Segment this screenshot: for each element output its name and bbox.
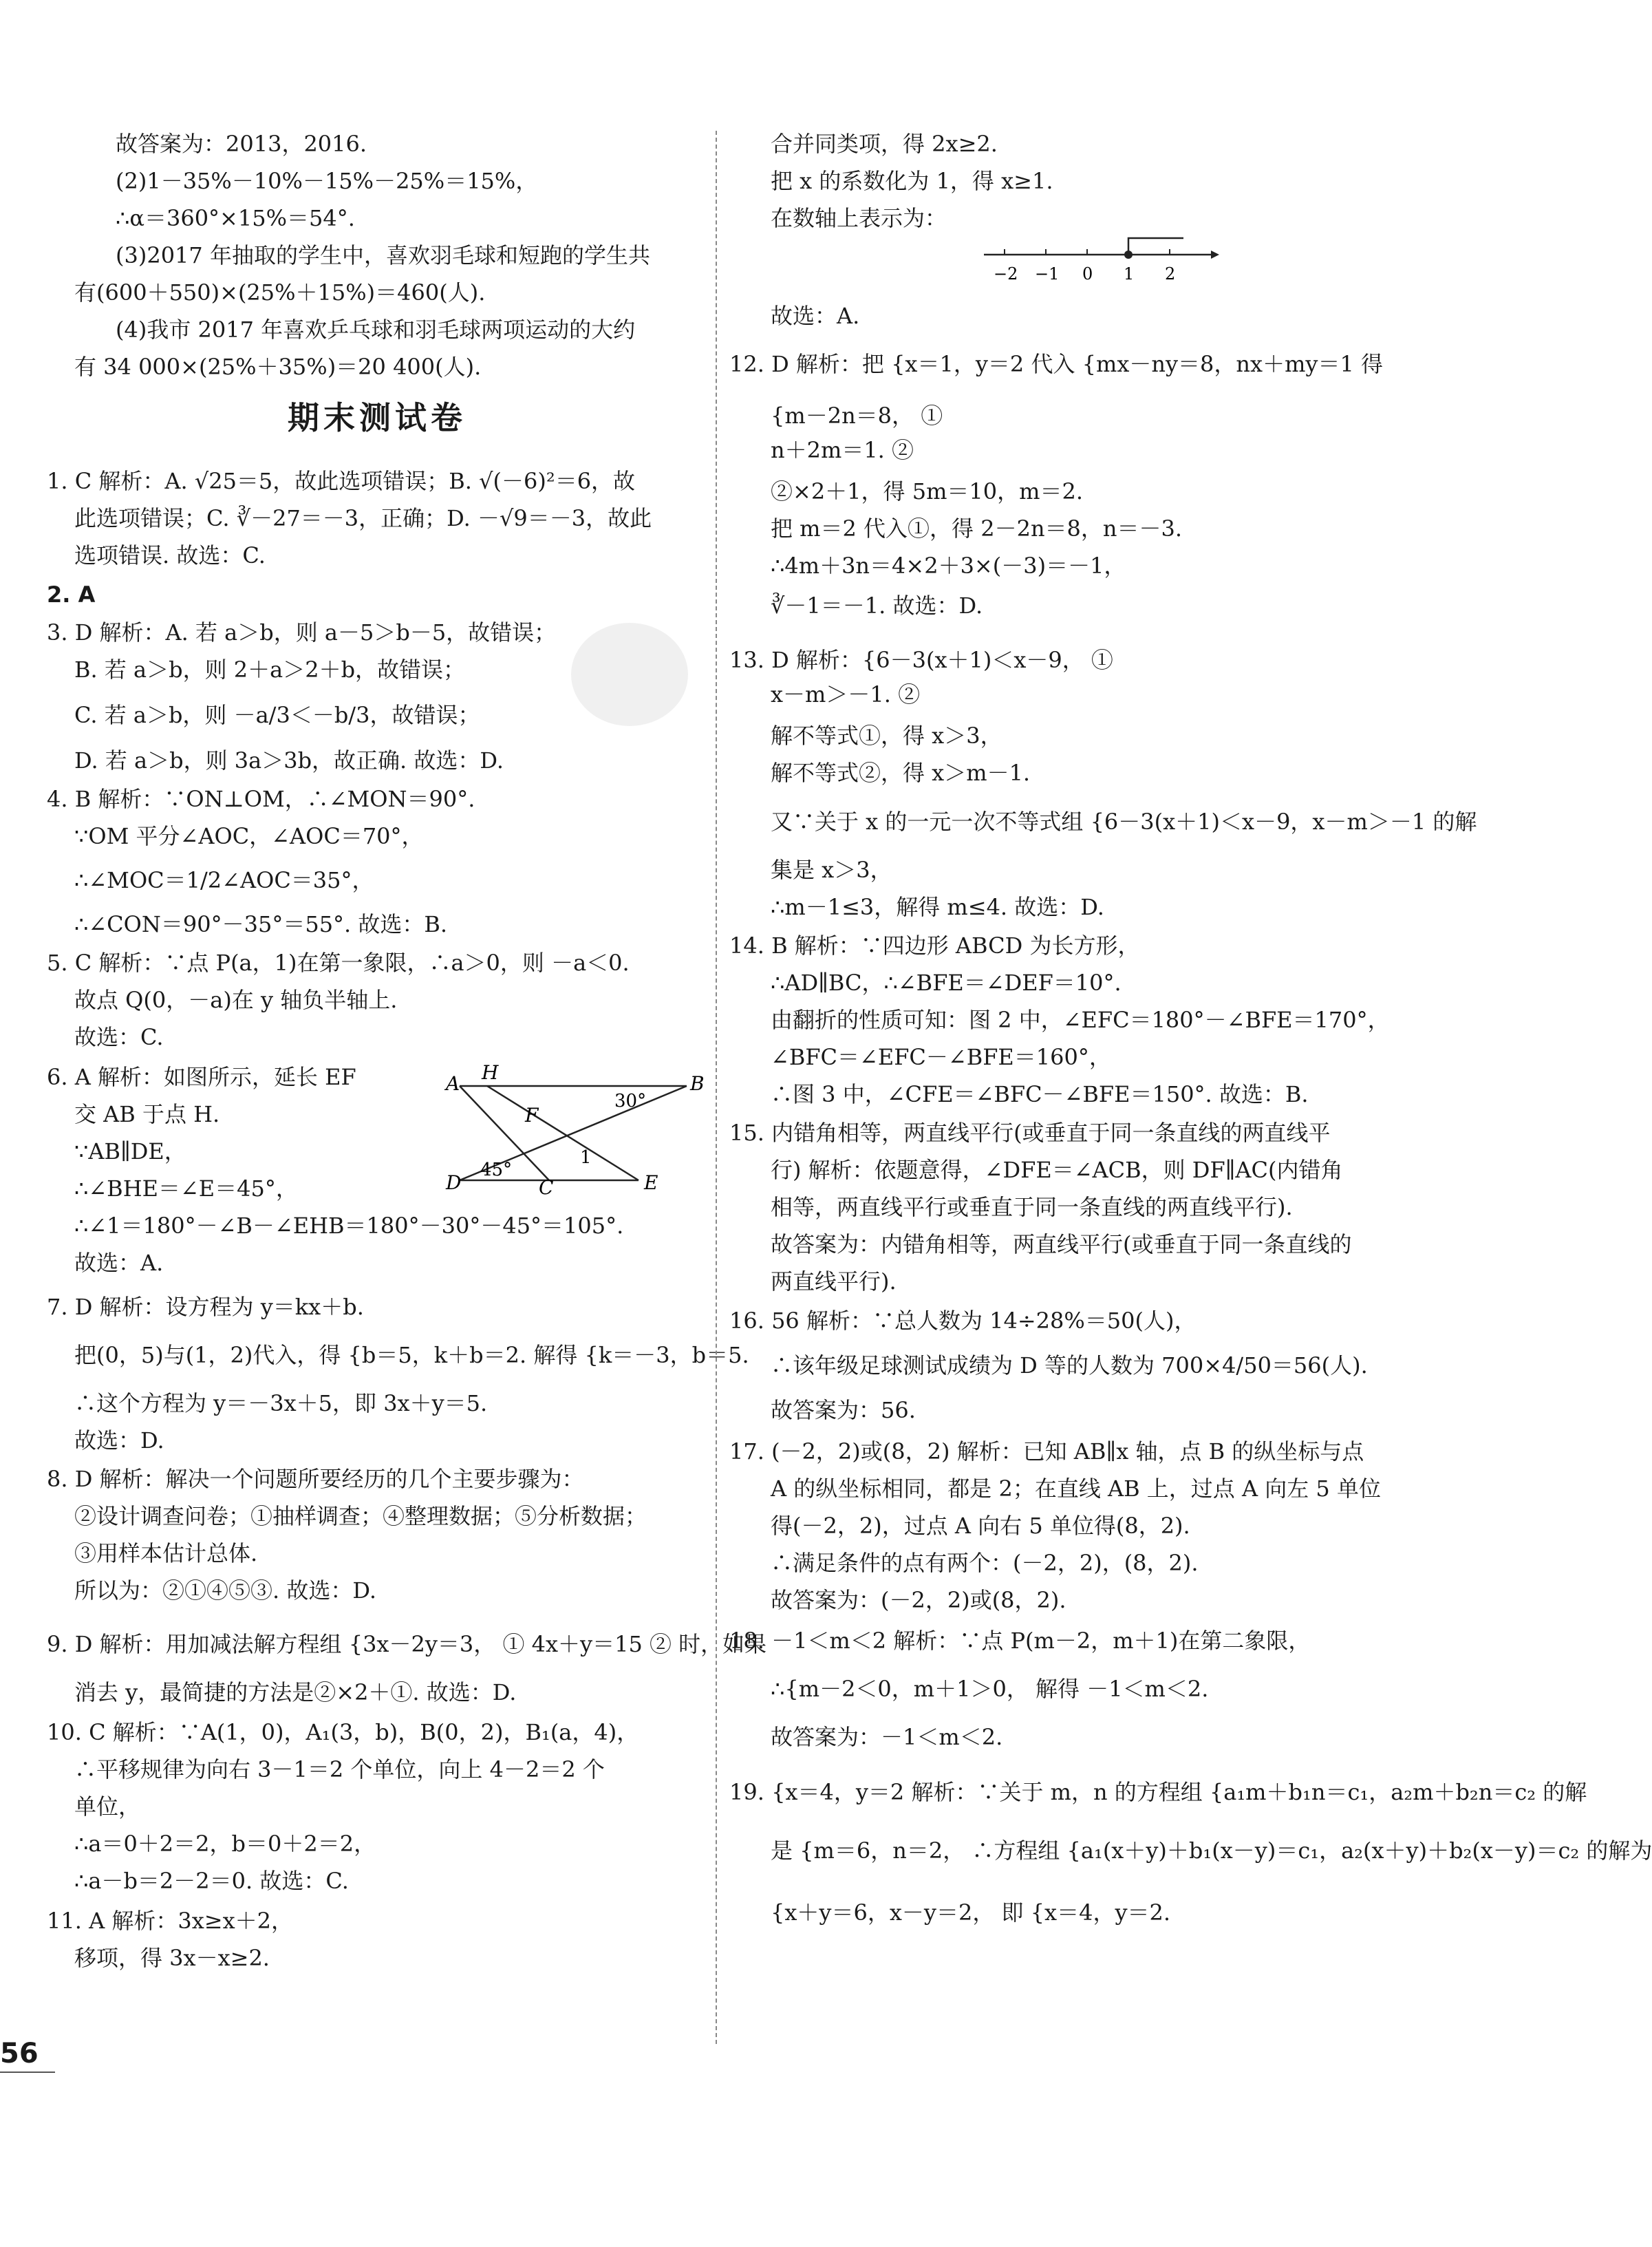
label-a: A — [446, 1072, 460, 1095]
label-d: D — [446, 1171, 462, 1194]
question-11-cont-line: 把 x 的系数化为 1，得 x≥1. — [771, 168, 1053, 194]
tick-label-neg1: −1 — [1035, 264, 1060, 284]
label-30deg: 30° — [614, 1091, 647, 1111]
question-12-line: ∛－1＝－1. 故选：D. — [771, 593, 983, 619]
question-15-line: 相等，两直线平行或垂直于同一条直线的两直线平行). — [771, 1194, 1293, 1220]
question-12-line: {m－2n＝8， ① — [771, 403, 943, 429]
question-1-line: 选项错误. 故选：C. — [74, 542, 266, 568]
question-12-line: n＋2m＝1. ② — [771, 437, 914, 463]
question-17-line: A 的纵坐标相同，都是 2；在直线 AB 上，过点 A 向左 5 单位 — [771, 1476, 1381, 1502]
question-5-line: 5. C 解析：∵点 P(a，1)在第一象限，∴a＞0，则 －a＜0. — [47, 950, 630, 976]
question-8-line: ②设计调查问卷；①抽样调查；④整理数据；⑤分析数据； — [74, 1503, 647, 1529]
text-line: ∴α＝360°×15%＝54°. — [116, 205, 355, 231]
question-3-line: B. 若 a＞b，则 2＋a＞2＋b，故错误； — [74, 657, 466, 683]
question-1-line: 此选项错误；C. ∛－27＝－3，正确；D. －√9＝－3，故此 — [74, 505, 652, 531]
question-15-line: 行) 解析：依题意得，∠DFE＝∠ACB，则 DF∥AC(内错角 — [771, 1157, 1343, 1183]
question-10-line: ∴a＝0＋2＝2，b＝0＋2＝2， — [74, 1831, 376, 1857]
question-11-line: 移项，得 3x－x≥2. — [74, 1945, 270, 1971]
question-10-line: ∴a－b＝2－2＝0. 故选：C. — [74, 1868, 349, 1894]
tick-label-2: 2 — [1165, 264, 1176, 284]
text-line: (3)2017 年抽取的学生中，喜欢羽毛球和短跑的学生共 — [116, 242, 650, 268]
question-15-line: 15. 内错角相等，两直线平行(或垂直于同一条直线的两直线平 — [729, 1120, 1331, 1146]
watermark-stamp — [571, 623, 688, 726]
question-7-line: ∴这个方程为 y＝－3x＋5，即 3x＋y＝5. — [74, 1390, 488, 1416]
label-c: C — [539, 1176, 554, 1199]
page-number-rule — [0, 2072, 55, 2073]
question-6-line: ∵AB∥DE， — [74, 1138, 186, 1164]
question-3-line: C. 若 a＞b，则 －a/3＜－b/3，故错误； — [74, 702, 480, 728]
question-3-line: D. 若 a＞b，则 3a＞3b，故正确. 故选：D. — [74, 747, 504, 774]
section-title: 期末测试卷 — [288, 399, 466, 436]
question-4-line: ∵OM 平分∠AOC，∠AOC＝70°， — [74, 823, 424, 849]
question-12-line: ∴4m＋3n＝4×2＋3×(－3)＝－1， — [771, 553, 1126, 579]
question-16-line: ∴该年级足球测试成绩为 D 等的人数为 700×4/50＝56(人). — [771, 1352, 1368, 1378]
question-17-line: 故答案为：(－2，2)或(8，2). — [771, 1587, 1066, 1613]
geometry-figure — [446, 1060, 707, 1197]
question-9-line: 消去 y，最简捷的方法是②×2＋①. 故选：D. — [74, 1679, 517, 1705]
question-14-line: ∠BFC＝∠EFC－∠BFE＝160°， — [771, 1044, 1111, 1070]
label-f: F — [525, 1104, 539, 1127]
question-8-line: 所以为：②①④⑤③. 故选：D. — [74, 1577, 377, 1604]
question-17-line: 17. (－2，2)或(8，2) 解析：已知 AB∥x 轴，点 B 的纵坐标与点 — [729, 1438, 1364, 1465]
question-1-line: 1. C 解析：A. √25＝5，故此选项错误；B. √(－6)²＝6，故 — [47, 468, 636, 494]
column-divider — [716, 131, 717, 2044]
question-10-line: ∴平移规律为向右 3－1＝2 个单位，向上 4－2＝2 个 — [74, 1756, 605, 1782]
question-2: 2. A — [47, 582, 96, 608]
question-13-line: 又∵关于 x 的一元一次不等式组 {6－3(x＋1)＜x－9，x－m＞－1 的解 — [771, 809, 1477, 835]
question-15-line: 故答案为：内错角相等，两直线平行(或垂直于同一条直线的 — [771, 1231, 1352, 1257]
tick-label-0: 0 — [1082, 264, 1093, 284]
question-17-line: ∴满足条件的点有两个：(－2，2)，(8，2). — [771, 1550, 1199, 1576]
question-12-line: 把 m＝2 代入①，得 2－2n＝8，n＝－3. — [771, 515, 1183, 542]
question-6-line: 6. A 解析：如图所示，延长 EF — [47, 1064, 356, 1090]
question-13-line: 解不等式①，得 x＞3， — [771, 723, 1002, 749]
tick-label-neg2: −2 — [994, 264, 1018, 284]
text-line: (2)1－35%－10%－15%－25%＝15%， — [116, 168, 538, 194]
question-13-line: x－m＞－1. ② — [771, 681, 921, 707]
question-14-line: 14. B 解析：∵四边形 ABCD 为长方形， — [729, 933, 1140, 959]
question-11-end: 故选：A. — [771, 303, 860, 329]
question-9-line: 9. D 解析：用加减法解方程组 {3x－2y＝3， ① 4x＋y＝15 ② 时，如果 — [47, 1631, 767, 1657]
question-13-line: 集是 x＞3， — [771, 857, 892, 883]
question-7-line: 把(0，5)与(1，2)代入，得 {b＝5，k＋b＝2. 解得 {k＝－3，b＝5. — [74, 1342, 749, 1368]
question-13-line: ∴m－1≤3，解得 m≤4. 故选：D. — [771, 894, 1104, 920]
question-6-line: ∴∠BHE＝∠E＝45°， — [74, 1175, 298, 1202]
question-16-line: 16. 56 解析：∵总人数为 14÷28%＝50(人)， — [729, 1308, 1197, 1334]
question-12-line: 12. D 解析：把 {x＝1，y＝2 代入 {mx－ny＝8，nx＋my＝1 得 — [729, 351, 1384, 377]
question-4-line: ∴∠CON＝90°－35°＝55°. 故选：B. — [74, 911, 448, 937]
solution-ray — [1128, 238, 1183, 255]
label-b: B — [690, 1072, 705, 1095]
text-line: 有(600＋550)×(25%＋15%)＝460(人). — [74, 279, 486, 306]
question-14-line: ∴图 3 中，∠CFE＝∠BFC－∠BFE＝150°. 故选：B. — [771, 1081, 1309, 1107]
question-18-line: 故答案为：－1＜m＜2. — [771, 1724, 1003, 1750]
question-8-line: ③用样本估计总体. — [74, 1540, 258, 1566]
label-e: E — [644, 1171, 658, 1194]
question-8-line: 8. D 解析：解决一个问题所要经历的几个主要步骤为： — [47, 1466, 584, 1492]
text-line: (4)我市 2017 年喜欢乒乓球和羽毛球两项运动的大约 — [116, 317, 636, 343]
question-18-line: 18. －1＜m＜2 解析：∵点 P(m－2，m＋1)在第二象限， — [729, 1628, 1311, 1654]
label-angle-1: 1 — [580, 1147, 592, 1168]
question-11-cont-line: 合并同类项，得 2x≥2. — [771, 131, 998, 157]
question-14-line: ∴AD∥BC，∴∠BFE＝∠DEF＝10°. — [771, 970, 1122, 996]
question-13-line: 解不等式②，得 x＞m－1. — [771, 760, 1031, 786]
question-13-line: 13. D 解析：{6－3(x＋1)＜x－9， ① — [729, 647, 1113, 673]
question-15-line: 两直线平行). — [771, 1268, 897, 1295]
question-3-line: 3. D 解析：A. 若 a＞b，则 a－5＞b－5，故错误； — [47, 619, 557, 646]
text-line: 有 34 000×(25%＋35%)＝20 400(人). — [74, 354, 482, 380]
question-11-cont-line: 在数轴上表示为： — [771, 205, 947, 231]
tick-label-1: 1 — [1124, 264, 1135, 284]
question-6-line: 故选：A. — [74, 1250, 164, 1276]
question-18-line: ∴{m－2＜0，m＋1＞0， 解得 －1＜m＜2. — [771, 1676, 1209, 1702]
text-line: 故答案为：2013，2016. — [116, 131, 367, 157]
label-45deg: 45° — [480, 1160, 513, 1180]
question-4-line: ∴∠MOC＝1/2∠AOC＝35°， — [74, 867, 374, 893]
question-16-line: 故答案为：56. — [771, 1397, 916, 1423]
question-19-line: 是 {m＝6，n＝2， ∴方程组 {a₁(x＋y)＋b₁(x－y)＝c₁，a₂(x＋y)＋b₂(x－y)＝c₂ 的解为 — [771, 1838, 1652, 1864]
number-line-arrow — [1211, 251, 1219, 259]
question-5-line: 故选：C. — [74, 1024, 164, 1050]
question-19-line: 19. {x＝4，y＝2 解析：∵关于 m，n 的方程组 {a₁m＋b₁n＝c₁，a₂m＋b₂n＝c₂ 的解 — [729, 1779, 1587, 1805]
question-7-line: 7. D 解析：设方程为 y＝kx＋b. — [47, 1294, 364, 1320]
question-5-line: 故点 Q(0，－a)在 y 轴负半轴上. — [74, 987, 398, 1013]
question-10-line: 单位， — [74, 1793, 141, 1820]
question-11-line: 11. A 解析：3x≥x＋2， — [47, 1908, 293, 1934]
question-12-line: ②×2＋1，得 5m＝10，m＝2. — [771, 478, 1084, 504]
question-6-line: ∴∠1＝180°－∠B－∠EHB＝180°－30°－45°＝105°. — [74, 1213, 624, 1239]
question-14-line: 由翻折的性质可知：图 2 中，∠EFC＝180°－∠BFE＝170°， — [771, 1007, 1390, 1033]
question-7-line: 故选：D. — [74, 1427, 164, 1453]
question-10-line: 10. C 解析：∵A(1，0)，A₁(3，b)，B(0，2)，B₁(a，4)， — [47, 1719, 639, 1745]
question-19-line: {x＋y＝6，x－y＝2， 即 {x＝4，y＝2. — [771, 1899, 1171, 1926]
question-6-line: 交 AB 于点 H. — [74, 1101, 220, 1127]
label-h: H — [482, 1061, 499, 1084]
question-17-line: 得(－2，2)，过点 A 向右 5 单位得(8，2). — [771, 1513, 1190, 1539]
question-4-line: 4. B 解析：∵ON⊥OM，∴∠MON＝90°. — [47, 786, 475, 812]
page-number: 56 — [0, 2038, 39, 2069]
number-line — [977, 234, 1225, 289]
